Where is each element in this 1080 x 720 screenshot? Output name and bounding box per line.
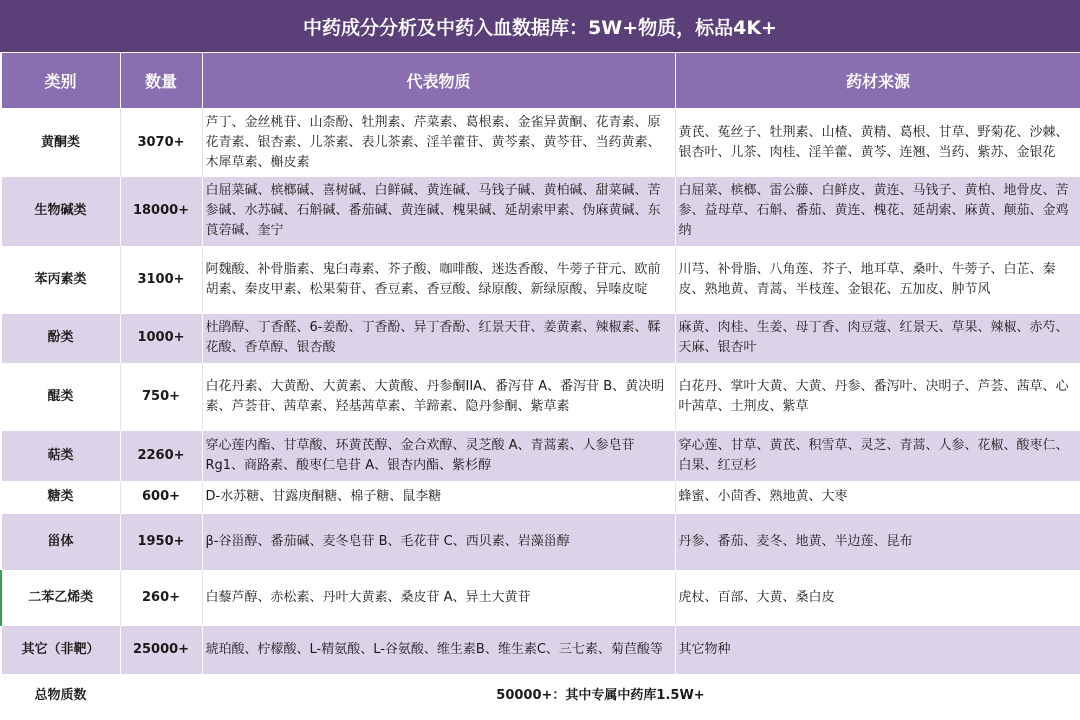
row-count: 260+	[120, 570, 202, 626]
row-count: 18000+	[120, 177, 202, 246]
table-row	[1, 177, 1080, 246]
row-substances: β-谷甾醇、番茄碱、麦冬皂苷 B、毛花苷 C、西贝素、岩藻甾醇	[202, 514, 675, 570]
table-row	[1, 431, 1080, 481]
row-substances: 白藜芦醇、赤松素、丹叶大黄素、桑皮苷 A、异土大黄苷	[202, 570, 675, 626]
row-sources: 丹参、番茄、麦冬、地黄、半边莲、昆布	[675, 514, 1080, 570]
header-count: 数量	[120, 53, 202, 109]
row-sources: 蜂蜜、小茴香、熟地黄、大枣	[675, 481, 1080, 514]
row-count: 2260+	[120, 431, 202, 481]
table-row	[1, 626, 1080, 674]
compound-table	[0, 52, 1080, 719]
row-category: 二苯乙烯类	[1, 570, 120, 626]
table-row	[1, 514, 1080, 570]
page-title: 中药成分分析及中药入血数据库：5W+物质，标品4K+	[0, 0, 1080, 53]
row-sources: 麻黄、肉桂、生姜、母丁香、肉豆蔻、红景天、草果、辣椒、赤芍、天麻、银杏叶	[675, 314, 1080, 363]
row-sources: 白花丹、掌叶大黄、大黄、丹参、番泻叶、决明子、芦荟、茜草、心叶茜草、土荆皮、紫草	[675, 363, 1080, 431]
row-category: 醌类	[1, 363, 120, 431]
row-substances: 白屈菜碱、槟榔碱、喜树碱、白鲜碱、黄连碱、马钱子碱、黄柏碱、甜菜碱、苦参碱、水苏碱、石斛碱、番茄碱、黄连碱、槐果碱、延胡索甲素、伪麻黄碱、东莨菪碱、奎宁	[202, 177, 675, 246]
row-category: 苯丙素类	[1, 246, 120, 314]
row-count: 3070+	[120, 109, 202, 177]
row-sources: 虎杖、百部、大黄、桑白皮	[675, 570, 1080, 626]
row-count: 1000+	[120, 314, 202, 363]
row-count: 25000+	[120, 626, 202, 674]
row-substances: D-水苏糖、甘露庚酮糖、棉子糖、鼠李糖	[202, 481, 675, 514]
row-sources: 穿心莲、甘草、黄芪、积雪草、灵芝、青蒿、人参、花椒、酸枣仁、白果、红豆杉	[675, 431, 1080, 481]
table-row	[1, 363, 1080, 431]
row-count: 750+	[120, 363, 202, 431]
header-row	[1, 53, 1080, 109]
table-row	[1, 314, 1080, 363]
table-row	[1, 481, 1080, 514]
row-category: 其它（非靶）	[1, 626, 120, 674]
row-category: 萜类	[1, 431, 120, 481]
table-row	[1, 109, 1080, 177]
row-count: 1950+	[120, 514, 202, 570]
row-category: 甾体	[1, 514, 120, 570]
row-sources: 其它物种	[675, 626, 1080, 674]
row-sources: 白屈菜、槟榔、雷公藤、白鲜皮、黄连、马钱子、黄柏、地骨皮、苦参、益母草、石斛、番茄、黄连、槐花、延胡索、麻黄、颠茄、金鸡纳	[675, 177, 1080, 246]
row-substances: 阿魏酸、补骨脂素、鬼臼毒素、芥子酸、咖啡酸、迷迭香酸、牛蒡子苷元、欧前胡素、秦皮甲素、松果菊苷、香豆素、香豆酸、绿原酸、新绿原酸、异嗪皮啶	[202, 246, 675, 314]
header-sources: 药材来源	[675, 53, 1080, 109]
row-substances: 白花丹素、大黄酚、大黄素、大黄酸、丹参酮IIA、番泻苷 A、番泻苷 B、黄决明素、芦荟苷、茜草素、羟基茜草素、羊蹄素、隐丹参酮、紫草素	[202, 363, 675, 431]
row-substances: 芦丁、金丝桃苷、山柰酚、牡荆素、芹菜素、葛根素、金雀异黄酮、花青素、原花青素、银杏素、儿茶素、表儿茶素、淫羊藿苷、黄芩素、黄芩苷、当药黄素、木犀草素、槲皮素	[202, 109, 675, 177]
total-value: 50000+：其中专属中药库1.5W+	[120, 674, 1080, 719]
table-row	[1, 246, 1080, 314]
row-count: 3100+	[120, 246, 202, 314]
row-sources: 川芎、补骨脂、八角莲、芥子、地耳草、桑叶、牛蒡子、白芷、秦皮、熟地黄、青蒿、半枝莲、金银花、五加皮、肿节风	[675, 246, 1080, 314]
row-category: 糖类	[1, 481, 120, 514]
row-substances: 杜鹃醇、丁香醛、6-姜酚、丁香酚、异丁香酚、红景天苷、姜黄素、辣椒素、鞣花酸、香草醇、银杏酸	[202, 314, 675, 363]
total-row	[1, 674, 1080, 719]
row-category: 黄酮类	[1, 109, 120, 177]
total-label: 总物质数	[1, 674, 120, 719]
header-category: 类别	[1, 53, 120, 109]
row-substances: 琥珀酸、柠檬酸、L-精氨酸、L-谷氨酸、维生素B、维生素C、三七素、菊苣酸等	[202, 626, 675, 674]
row-category: 生物碱类	[1, 177, 120, 246]
row-sources: 黄芪、菟丝子、牡荆素、山楂、黄精、葛根、甘草、野菊花、沙棘、银杏叶、儿茶、肉桂、淫羊藿、黄芩、连翘、当药、紫苏、金银花	[675, 109, 1080, 177]
row-category: 酚类	[1, 314, 120, 363]
header-substances: 代表物质	[202, 53, 675, 109]
table-row	[1, 570, 1080, 626]
row-count: 600+	[120, 481, 202, 514]
row-substances: 穿心莲内酯、甘草酸、环黄芪醇、金合欢醇、灵芝酸 A、青蒿素、人参皂苷Rg1、商路素、酸枣仁皂苷 A、银杏内酯、紫杉醇	[202, 431, 675, 481]
